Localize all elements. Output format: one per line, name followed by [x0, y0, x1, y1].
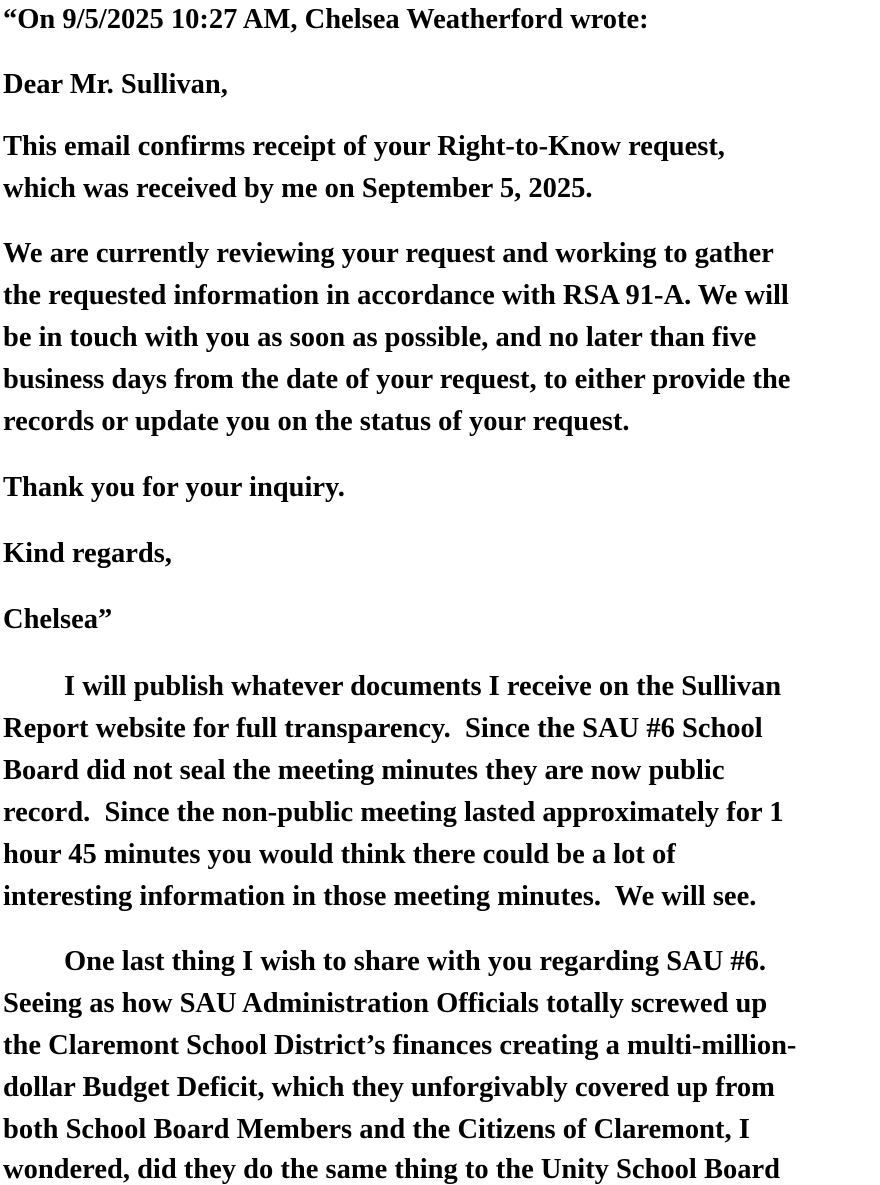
paragraph-line: which was received by me on September 5, 2025.: [3, 173, 593, 204]
paragraph-line: Report website for full transparency. Since the SAU #6 School: [3, 713, 763, 744]
paragraph-line: be in touch with you as soon as possible, and no later than five: [3, 322, 757, 353]
email-salutation: Dear Mr. Sullivan,: [3, 69, 228, 100]
email-closing: Kind regards,: [3, 538, 172, 569]
paragraph-line: interesting information in those meeting minutes. We will see.: [3, 881, 757, 912]
paragraph-line: record. Since the non-public meeting lasted approximately for 1: [3, 797, 784, 828]
email-thanks: Thank you for your inquiry.: [3, 472, 345, 503]
paragraph-line: dollar Budget Deficit, which they unforgivably covered up from: [3, 1072, 775, 1103]
email-header-line: “On 9/5/2025 10:27 AM, Chelsea Weatherford wrote:: [3, 4, 649, 35]
email-signature: Chelsea”: [3, 604, 113, 635]
paragraph-line: both School Board Members and the Citizens of Claremont, I: [3, 1114, 750, 1145]
paragraph-line: the requested information in accordance with RSA 91-A. We will: [3, 280, 789, 311]
paragraph-line: hour 45 minutes you would think there could be a lot of: [3, 839, 676, 870]
paragraph-line: We are currently reviewing your request and working to gather: [3, 238, 774, 269]
paragraph-line: the Claremont School District’s finances creating a multi-million-: [3, 1030, 797, 1061]
paragraph-line: Board did not seal the meeting minutes they are now public: [3, 755, 725, 786]
paragraph-line: Seeing as how SAU Administration Officials totally screwed up: [3, 988, 768, 1019]
paragraph-line: This email confirms receipt of your Right-to-Know request,: [3, 131, 725, 162]
paragraph-line: business days from the date of your request, to either provide the: [3, 364, 791, 395]
paragraph-line: wondered, did they do the same thing to the Unity School Board: [3, 1154, 780, 1185]
paragraph-line: records or update you on the status of your request.: [3, 406, 630, 437]
paragraph-line: One last thing I wish to share with you regarding SAU #6.: [64, 946, 767, 977]
paragraph-line: I will publish whatever documents I receive on the Sullivan: [64, 671, 782, 702]
